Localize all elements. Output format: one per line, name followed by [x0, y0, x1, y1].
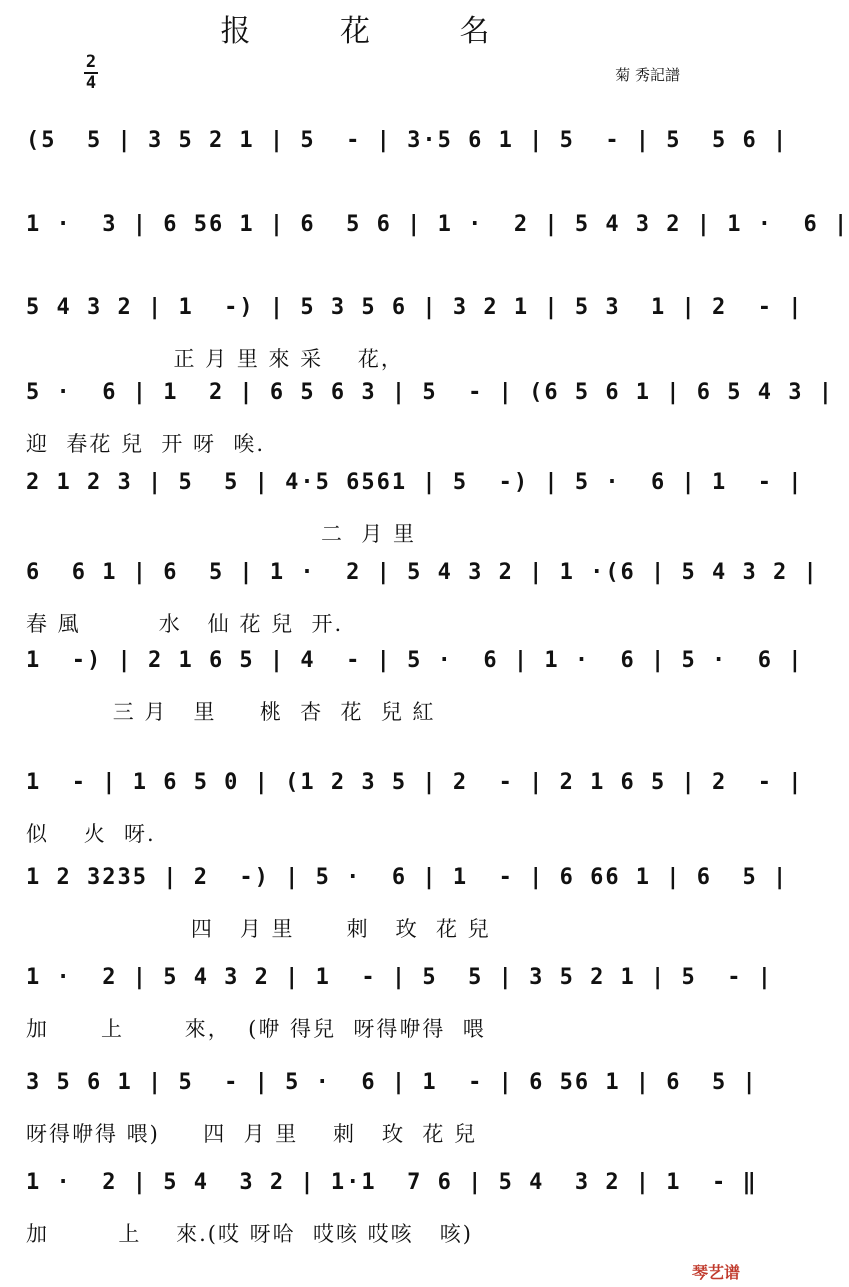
- notation-text: 5 · 6 | 1 2 | 6 5 6 3 | 5 - | (6 5 6 1 | 6 5 4 3 |: [26, 380, 834, 405]
- notation-text: 1 · 2 | 5 4 3 2 | 1·1 7 6 | 5 4 3 2 | 1 - ‖: [26, 1170, 758, 1195]
- notation-text: (5 5 | 3 5 2 1 | 5 - | 3·5 6 1 | 5 - | 5 5 6 |: [26, 128, 789, 153]
- notation-text: 1 · 2 | 5 4 3 2 | 1 - | 5 5 | 3 5 2 1 | 5 - |: [26, 965, 774, 990]
- lyrics-text: 二 月 里: [26, 522, 416, 546]
- lyrics-text: 似 火 呀.: [26, 822, 156, 846]
- score-line: [26, 1070, 758, 1170]
- notation-text: 6 6 1 | 6 5 | 1 · 2 | 5 4 3 2 | 1 ·(6 | 5 4 3 2 |: [26, 560, 819, 585]
- score-line: [26, 1170, 758, 1270]
- score-line: [26, 865, 789, 965]
- notation-text: 2 1 2 3 | 5 5 | 4·5 6561 | 5 -) | 5 · 6 | 1 - |: [26, 470, 804, 495]
- notation-text: 5 4 3 2 | 1 -) | 5 3 5 6 | 3 2 1 | 5 3 1 | 2 - |: [26, 295, 804, 320]
- time-signature-bottom: 4: [85, 73, 97, 93]
- notation-text: 1 -) | 2 1 6 5 | 4 - | 5 · 6 | 1 · 6 | 5 · 6 |: [26, 648, 804, 673]
- lyrics-text: 呀得咿得 喂) 四 月 里 刺 玫 花 兒: [26, 1122, 478, 1146]
- watermark-logo: 琴艺谱: [691, 1263, 740, 1282]
- lyrics-text: 加 上 來， (咿 得兒 呀得咿得 喂: [26, 1017, 486, 1041]
- score-line: [26, 770, 804, 870]
- song-title: 报 花 名: [220, 14, 530, 49]
- transcriber-credit: 菊 秀記譜: [615, 66, 680, 84]
- score-line: [26, 470, 804, 570]
- notation-text: 1 2 3235 | 2 -) | 5 · 6 | 1 - | 6 66 1 | 6 5 |: [26, 865, 789, 890]
- score-line: [26, 380, 834, 480]
- score-line: [26, 965, 774, 1065]
- notation-text: 1 - | 1 6 5 0 | (1 2 3 5 | 2 - | 2 1 6 5 | 2 - |: [26, 770, 804, 795]
- time-signature: [84, 54, 98, 92]
- lyrics-text: 春 風 水 仙 花 兒 开.: [26, 612, 344, 636]
- notation-text: 3 5 6 1 | 5 - | 5 · 6 | 1 - | 6 56 1 | 6 5 |: [26, 1070, 758, 1095]
- time-signature-top: 2: [85, 52, 97, 72]
- lyrics-text: 正 月 里 來 采 花，: [26, 347, 404, 371]
- lyrics-text: 迎 春花 兒 开 呀 唉.: [26, 432, 266, 456]
- notation-text: 1 · 3 | 6 56 1 | 6 5 6 | 1 · 2 | 5 4 3 2 | 1 · 6 |: [26, 212, 849, 237]
- lyrics-text: 四 月 里 刺 玫 花 兒: [26, 917, 491, 941]
- lyrics-text: 加 上 來.(哎 呀哈 哎咳 哎咳 咳): [26, 1222, 473, 1246]
- score-line: [26, 648, 804, 748]
- score-line: [26, 560, 819, 660]
- lyrics-text: 三 月 里 桃 杏 花 兒 紅: [26, 700, 436, 724]
